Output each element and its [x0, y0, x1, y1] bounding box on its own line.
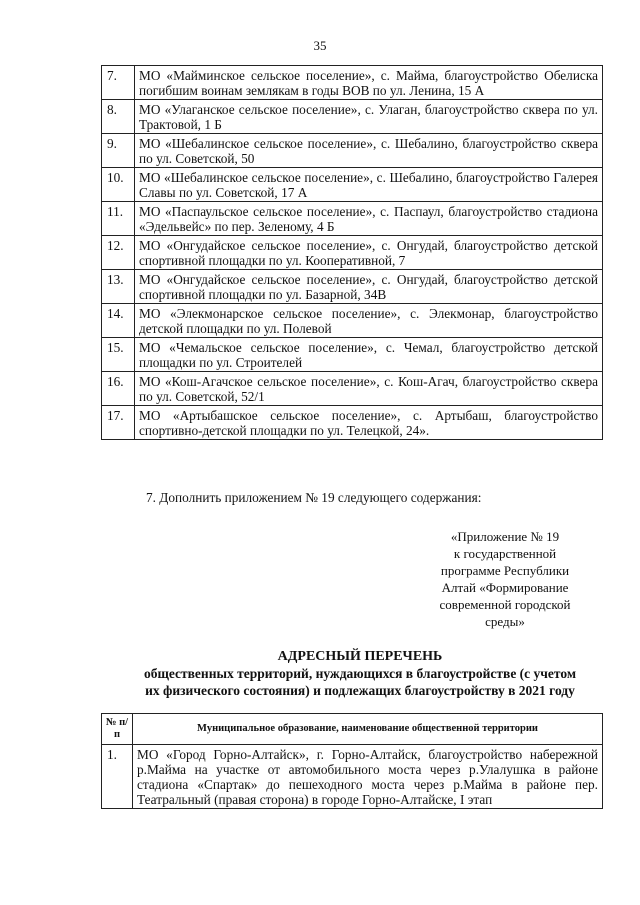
table-row — [102, 372, 603, 406]
row-territory-text: МО «Чемальское сельское поселение», с. Чемал, благоустройство детской площадки по ул. Строителей — [135, 338, 603, 372]
address-list-table — [101, 713, 603, 809]
heading-title: АДРЕСНЫЙ ПЕРЕЧЕНЬ — [277, 649, 443, 664]
row-number: 7. — [102, 66, 135, 100]
table-row — [102, 202, 603, 236]
row-number: 9. — [102, 134, 135, 168]
appendix-line: современной городской — [439, 597, 571, 612]
row-territory-text: МО «Артыбашское сельское поселение», с. Артыбаш, благоустройство спортивно-детской площадки по ул. Телецкой, 24». — [135, 406, 603, 440]
row-territory-text: МО «Шебалинское сельское поселение», с. Шебалино, благоустройство Галерея Славы по ул. Советской, 17 А — [135, 168, 603, 202]
heading-subtitle-line: их физического состояния) и подлежащих благоустройству в 2021 году — [145, 683, 575, 698]
table-row — [102, 236, 603, 270]
row-number: 15. — [102, 338, 135, 372]
row-number: 16. — [102, 372, 135, 406]
row-territory-text: МО «Элекмонарское сельское поселение», с. Элекмонар, благоустройство детской площадки по ул. Полевой — [135, 304, 603, 338]
header-territory: Муниципальное образование, наименование общественной территории — [133, 714, 603, 745]
table-row — [102, 406, 603, 440]
appendix-line: среды» — [485, 614, 525, 629]
table-row — [102, 304, 603, 338]
row-territory-text: МО «Город Горно-Алтайск», г. Горно-Алтайск, благоустройство набережной р.Майма на участке от автомобильного моста через р.Улалушка в районе стадиона «Спартак» до пешеходного моста через р.Майма в районе пер. Театральный (правая сторона) в городе Горно-Алтайске, I этап — [133, 745, 603, 809]
row-number: 13. — [102, 270, 135, 304]
table-row — [102, 338, 603, 372]
table-row — [102, 66, 603, 100]
appendix-line: к государственной — [453, 546, 557, 561]
row-number: 14. — [102, 304, 135, 338]
row-number: 11. — [102, 202, 135, 236]
appendix-block — [420, 528, 590, 630]
territory-table-continued — [101, 65, 603, 440]
header-number: № п/п — [102, 714, 133, 745]
row-number: 12. — [102, 236, 135, 270]
row-territory-text: МО «Шебалинское сельское поселение», с. Шебалино, благоустройство сквера по ул. Советской, 50 — [135, 134, 603, 168]
table-header-row — [102, 714, 603, 745]
row-territory-text: МО «Улаганское сельское поселение», с. Улаган, благоустройство сквера по ул. Трактовой, 1 Б — [135, 100, 603, 134]
heading-subtitle-line: общественных территорий, нуждающихся в благоустройстве (с учетом — [143, 666, 577, 681]
row-number: 17. — [102, 406, 135, 440]
appendix-line: Алтай «Формирование — [441, 580, 569, 595]
row-number: 8. — [102, 100, 135, 134]
row-territory-text: МО «Онгудайское сельское поселение», с. Онгудай, благоустройство детской спортивной площадки по ул. Базарной, 34В — [135, 270, 603, 304]
row-territory-text: МО «Майминское сельское поселение», с. Майма, благоустройство Обелиска погибшим воинам землякам в годы ВОВ по ул. Ленина, 15 А — [135, 66, 603, 100]
row-number: 10. — [102, 168, 135, 202]
appendix-line: программе Республики — [440, 563, 570, 578]
row-territory-text: МО «Онгудайское сельское поселение», с. Онгудай, благоустройство детской спортивной площадки по ул. Кооперативной, 7 — [135, 236, 603, 270]
instruction-paragraph: 7. Дополнить приложением № 19 следующего содержания: — [146, 490, 482, 505]
row-number: 1. — [102, 745, 133, 809]
appendix-line: «Приложение № 19 — [450, 529, 560, 544]
table-row — [102, 270, 603, 304]
table-row — [102, 134, 603, 168]
row-territory-text: МО «Кош-Агачское сельское поселение», с. Кош-Агач, благоустройство сквера по ул. Советской, 52/1 — [135, 372, 603, 406]
page-number: 35 — [313, 38, 327, 53]
address-list-heading — [60, 648, 640, 699]
table-row — [102, 168, 603, 202]
table-row — [102, 745, 603, 809]
row-territory-text: МО «Паспаульское сельское поселение», с. Паспаул, благоустройство стадиона «Эдельвейс» по пер. Зеленому, 4 Б — [135, 202, 603, 236]
table-row — [102, 100, 603, 134]
